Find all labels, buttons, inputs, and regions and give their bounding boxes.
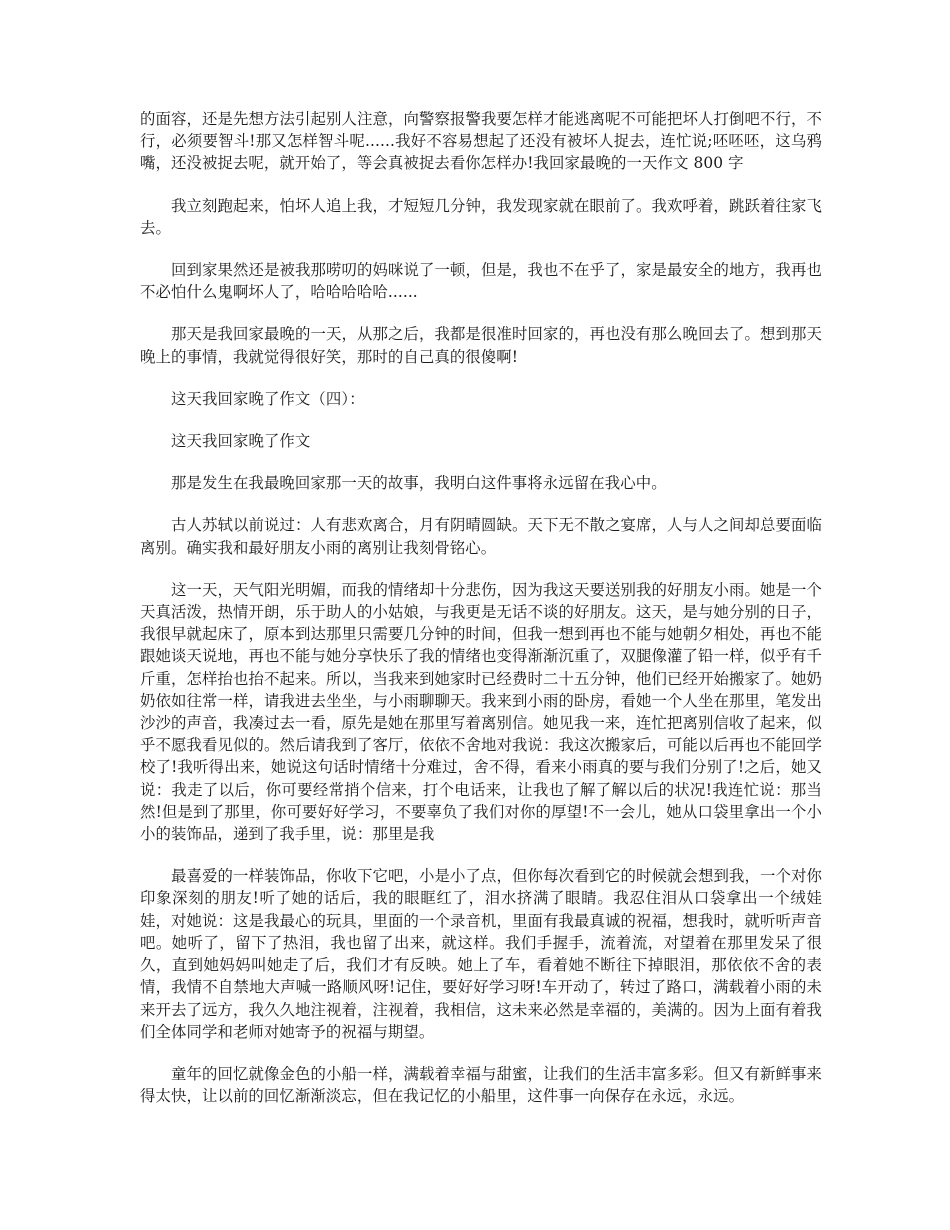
paragraph-4: 那天是我回家最晚的一天，从那之后，我都是很准时回家的，再也没有那么晚回去了。想到那天晚上的事情，我就觉得很好笑，那时的自己真的很傻啊! — [140, 325, 822, 366]
document-page — [140, 108, 822, 1127]
paragraph-1: 的面容，还是先想方法引起别人注意，向警察报警我要怎样才能逃离呢不可能把坏人打倒吧不行，不行，必须要智斗!那又怎样智斗呢......我好不容易想起了还没有被坏人捉去，连忙说;呸呸呸，这乌鸦嘴，还没被捉去呢，就开始了，等会真被捉去看你怎样办!我回家最晚的一天作文 800 字 — [140, 110, 822, 173]
paragraph-6: 古人苏轼以前说过：人有悲欢离合，月有阴晴圆缺。天下无不散之宴席，人与人之间却总要面临离别。确实我和最好朋友小雨的离别让我刻骨铭心。 — [140, 516, 822, 557]
essay-title: 这天我回家晚了作文 — [171, 432, 311, 451]
paragraph-9: 童年的回忆就像金色的小船一样，满载着幸福与甜蜜，让我们的生活丰富多彩。但又有新鲜事来得太快，让以前的回忆渐渐淡忘，但在我记忆的小船里，这件事一向保存在永远，永远。 — [140, 1064, 822, 1106]
paragraph-5: 那是发生在我最晚回家那一天的故事，我明白这件事将永远留在我心中。 — [171, 474, 667, 493]
paragraph-7: 这一天，天气阳光明媚，而我的情绪却十分悲伤，因为我这天要送别我的好朋友小雨。她是一个天真活泼，热情开朗，乐于助人的小姑娘，与我更是无话不谈的好朋友。这天，是与她分别的日子，我很早就起床了，原本到达那里只需要几分钟的时间，但我一想到再也不能与她朝夕相处，再也不能跟她谈天说地，再也不能与她分享快乐了我的情绪也变得渐渐沉重了，双腿像灌了铅一样，似乎有千斤重，怎样抬也抬不起来。所以，当我来到她家时已经费时二十五分钟，他们已经开始搬家了。她奶奶依如往常一样，请我进去坐坐，与小雨聊聊天。我来到小雨的卧房，看她一个人坐在那里，笔发出沙沙的声音，我凑过去一看，原先是她在那里写着离别信。她见我一来，连忙把离别信收了起来，似乎不愿我看见似的。然后请我到了客厅，依依不舍地对我说：我这次搬家后，可能以后再也不能回学校了!我听得出来，她说这句话时情绪十分难过，舍不得，看来小雨真的要与我们分别了!之后，她又说：我走了以后，你可要经常捎个信来，打个电话来，让我也了解了解以后的状况!我连忙说：那当然!但是到了那里，你可要好好学习，不要辜负了我们对你的厚望!不一会儿，她从口袋里拿出一个小小的装饰品，递到了我手里，说：那里是我 — [140, 580, 822, 844]
paragraph-8: 最喜爱的一样装饰品，你收下它吧，小是小了点，但你每次看到它的时候就会想到我，一个对你印象深刻的朋友!听了她的话后，我的眼眶红了，泪水挤满了眼睛。我忍住泪从口袋拿出一个绒娃娃，对她说：这是我最心的玩具，里面的一个录音机，里面有我最真诚的祝福，想我时，就听听声音吧。她听了，留下了热泪，我也留了出来，就这样。我们手握手，流着流，对望着在那里发呆了很久，直到她妈妈叫她走了后，我们才有反映。她上了车，看着她不断往下掉眼泪，那依依不舍的表情，我情不自禁地大声喊一路顺风呀!记住，要好好学习呀!车开动了，转过了路口，满载着小雨的未来开去了远方，我久久地注视着，注视着，我相信，这未来必然是幸福的，美满的。因为上面有着我们全体同学和老师对她寄予的祝福与期望。 — [140, 867, 822, 1041]
section-heading: 这天我回家晚了作文（四）： — [171, 389, 365, 408]
paragraph-3: 回到家果然还是被我那唠叨的妈咪说了一顿，但是，我也不在乎了，家是最安全的地方，我再也不必怕什么鬼啊坏人了，哈哈哈哈哈...... — [140, 261, 822, 302]
paragraph-2: 我立刻跑起来，怕坏人追上我，才短短几分钟，我发现家就在眼前了。我欢呼着，跳跃着往家飞去。 — [140, 196, 822, 237]
